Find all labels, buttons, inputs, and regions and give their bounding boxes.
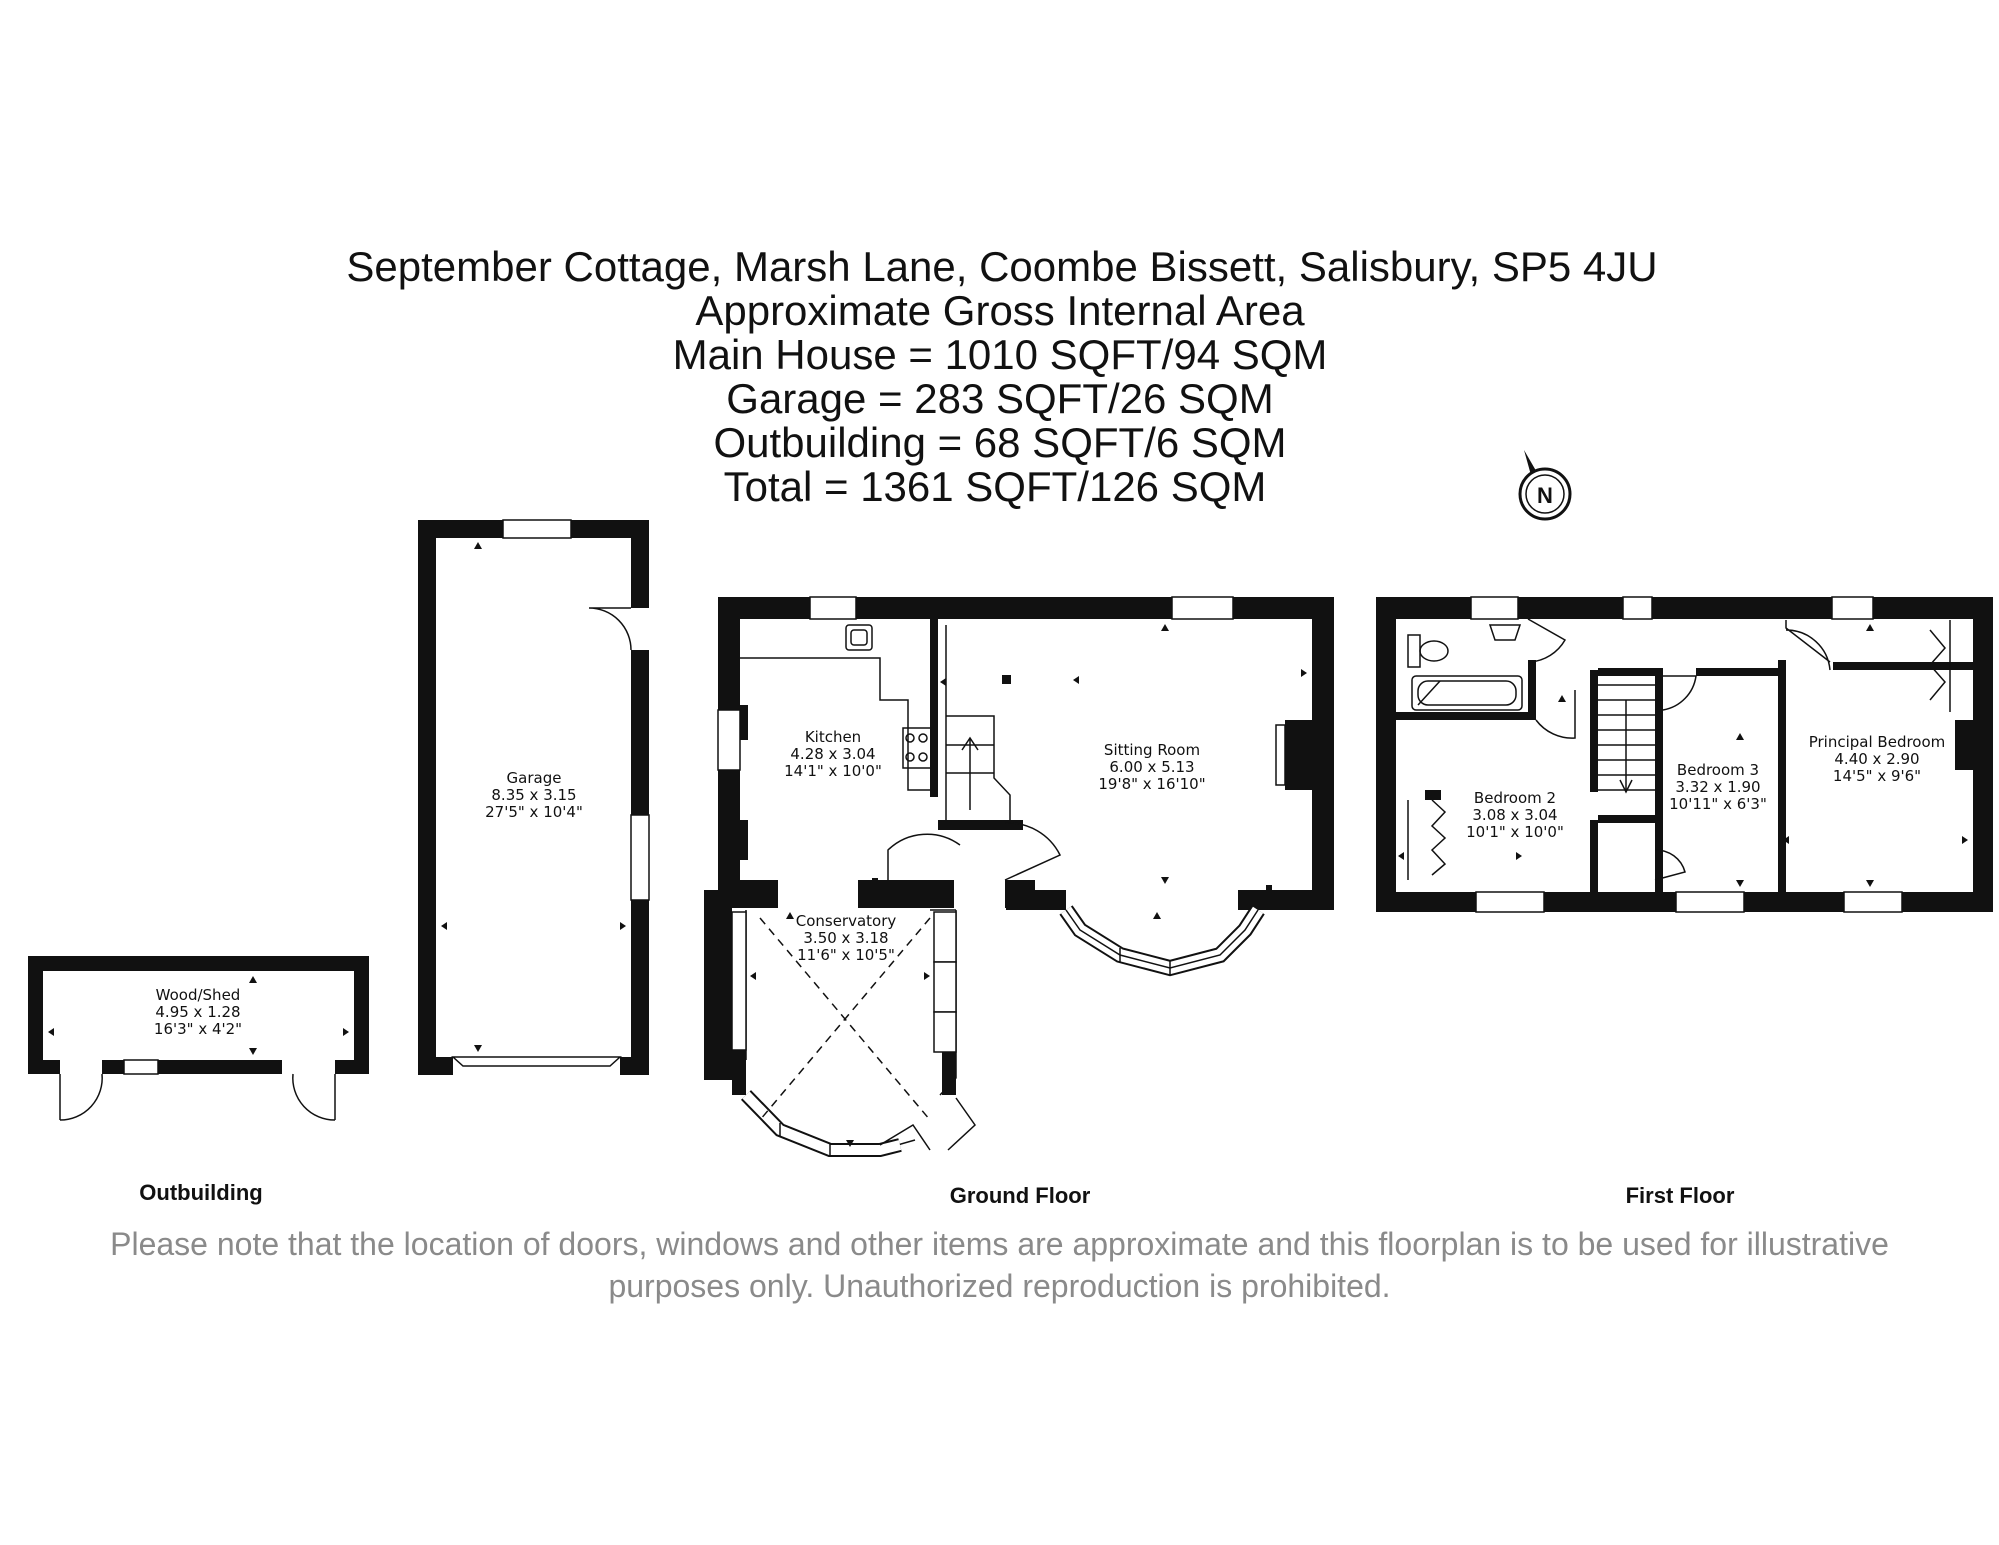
- floor-label-outbuilding: Outbuilding: [139, 1180, 263, 1205]
- ground-floor-plan: [704, 597, 1334, 1095]
- north-arrow-icon: [1520, 450, 1570, 519]
- room-imperial: 11'6" x 10'5": [797, 946, 895, 964]
- room-garage: [485, 769, 583, 821]
- room-imperial: 19'8" x 16'10": [1098, 775, 1206, 793]
- room-imperial: 27'5" x 10'4": [485, 803, 583, 821]
- area-title: Approximate Gross Internal Area: [695, 287, 1305, 334]
- room-imperial: 14'5" x 9'6": [1832, 767, 1922, 785]
- room-imperial: 16'3" x 4'2": [153, 1020, 243, 1038]
- room-metric: 4.40 x 2.90: [1834, 750, 1920, 768]
- room-metric: 4.28 x 3.04: [790, 745, 876, 763]
- room-metric: 3.32 x 1.90: [1675, 778, 1761, 796]
- room-bedroom-2: [1466, 789, 1564, 841]
- room-kitchen: [784, 728, 882, 780]
- compass-letter: N: [1537, 483, 1553, 508]
- room-name: Wood/Shed: [155, 986, 241, 1004]
- room-name: Bedroom 2: [1473, 789, 1557, 807]
- room-name: Kitchen: [804, 728, 862, 746]
- room-principal-bedroom: [1809, 733, 1946, 785]
- room-bedroom-3: [1669, 761, 1767, 813]
- room-metric: 3.08 x 3.04: [1472, 806, 1558, 824]
- main-house-area: Main House = 1010 SQFT/94 SQM: [672, 331, 1328, 378]
- room-name: Bedroom 3: [1676, 761, 1760, 779]
- room-metric: 6.00 x 5.13: [1109, 758, 1195, 776]
- outbuilding-area: Outbuilding = 68 SQFT/6 SQM: [713, 419, 1287, 466]
- room-conservatory: [796, 912, 897, 964]
- disclaimer-line-1: Please note that the location of doors, windows and other items are approximate and this floorplan is to be used for illustrative: [110, 1226, 1889, 1262]
- room-imperial: 14'1" x 10'0": [784, 762, 882, 780]
- room-metric: 4.95 x 1.28: [155, 1003, 241, 1021]
- room-sitting-room: [1098, 741, 1205, 793]
- property-address: September Cottage, Marsh Lane, Coombe Bissett, Salisbury, SP5 4JU: [346, 243, 1658, 290]
- room-metric: 3.50 x 3.18: [803, 929, 889, 947]
- room-wood-shed: [154, 986, 242, 1038]
- garage-area: Garage = 283 SQFT/26 SQM: [726, 375, 1274, 422]
- disclaimer: [0, 1223, 1999, 1307]
- room-name: Sitting Room: [1103, 741, 1201, 759]
- total-area: Total = 1361 SQFT/126 SQM: [723, 463, 1267, 510]
- room-name: Principal Bedroom: [1808, 733, 1946, 751]
- disclaimer-line-2: purposes only. Unauthorized reproduction is prohibited.: [608, 1268, 1391, 1304]
- room-imperial: 10'1" x 10'0": [1466, 823, 1564, 841]
- room-name: Conservatory: [795, 912, 897, 930]
- room-name: Garage: [506, 769, 562, 787]
- floor-label-ground: Ground Floor: [949, 1183, 1091, 1208]
- floor-label-first: First Floor: [1625, 1183, 1735, 1208]
- room-imperial: 10'11" x 6'3": [1669, 795, 1767, 813]
- room-metric: 8.35 x 3.15: [491, 786, 577, 804]
